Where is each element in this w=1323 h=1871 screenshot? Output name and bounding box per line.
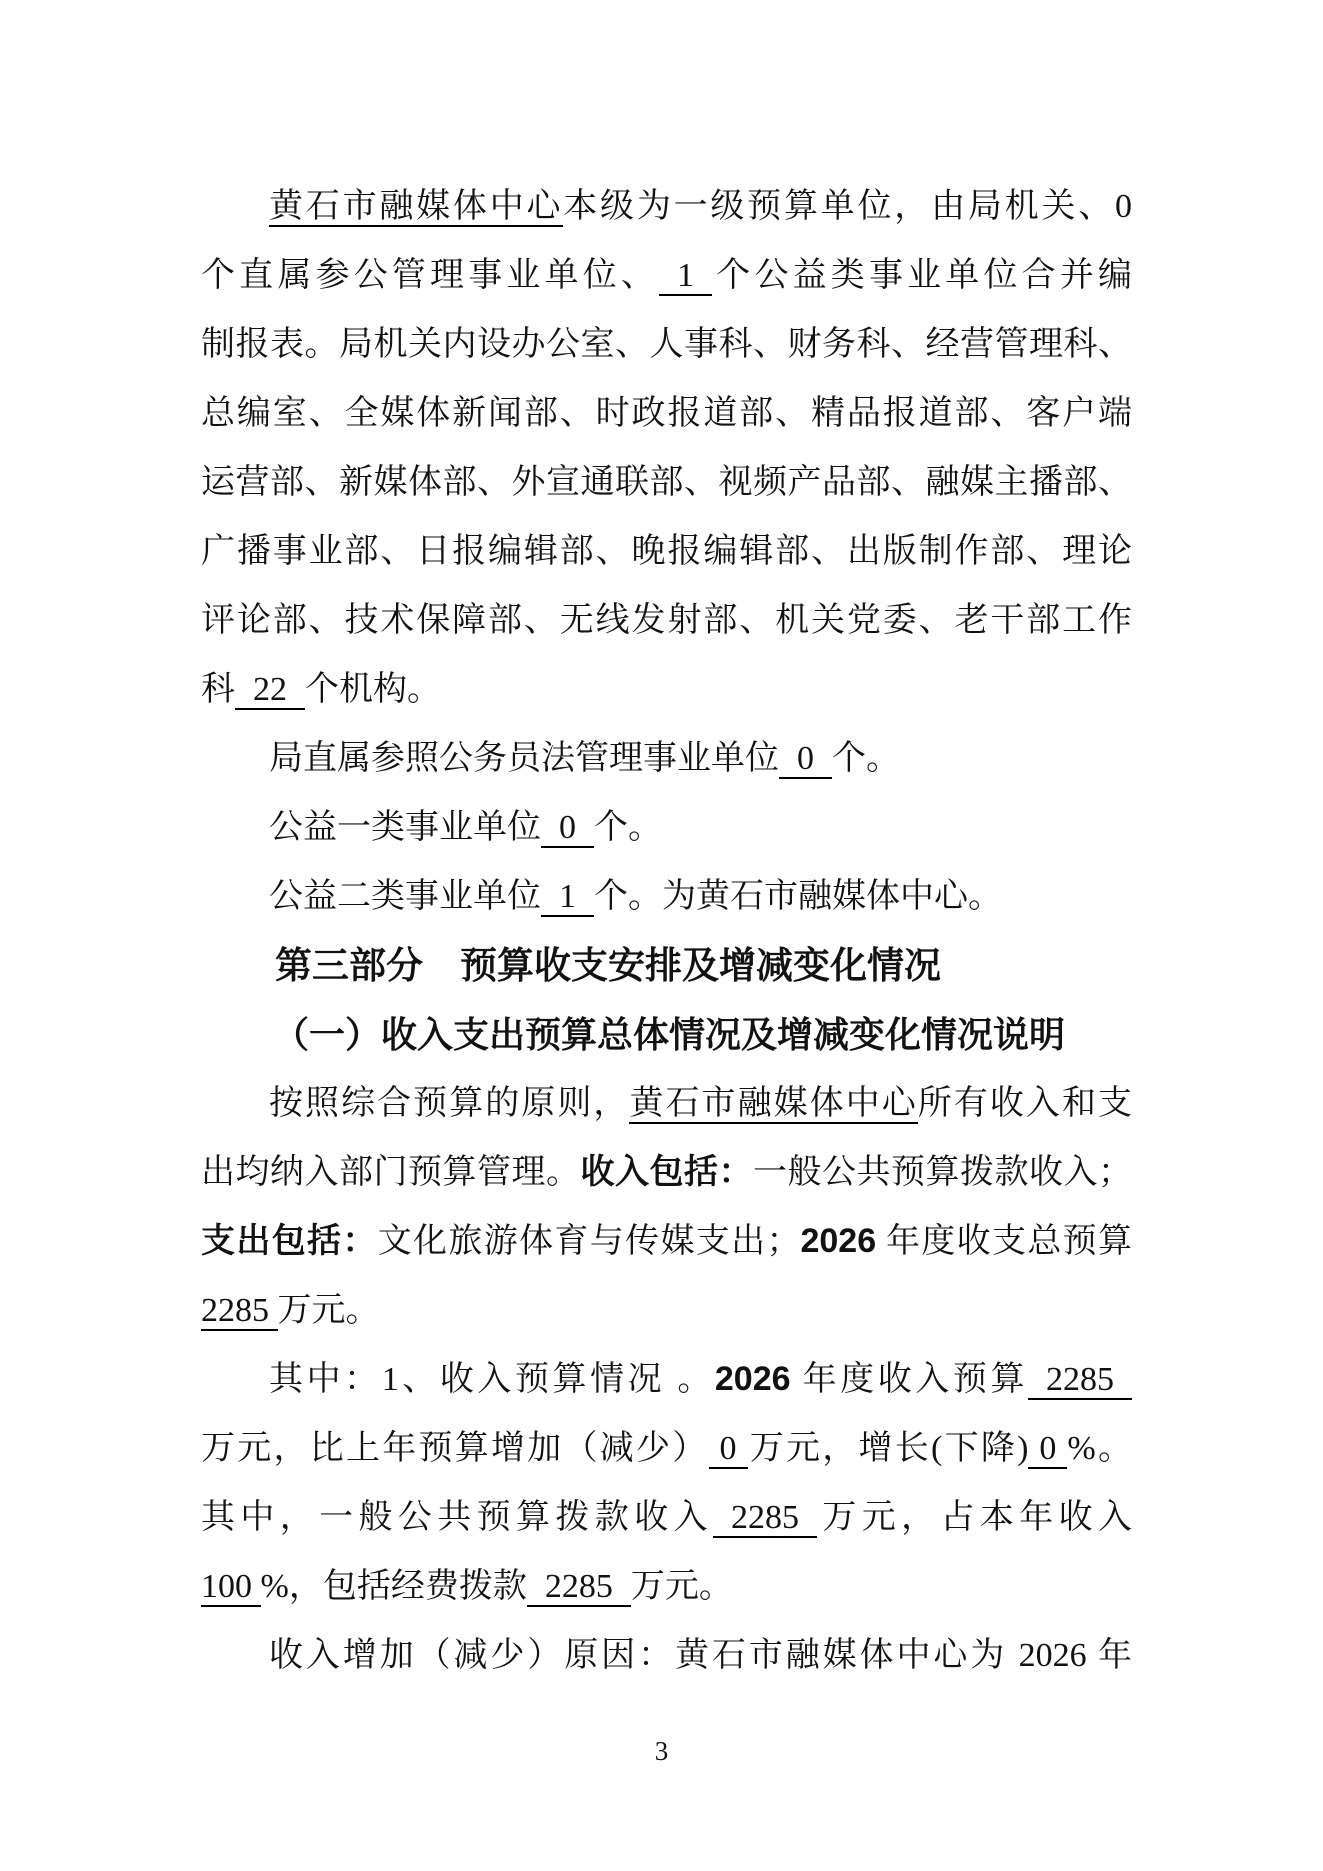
text-segment: 制报表。局机关内设办公室、人事科、财务科、经营管理科、 [201,326,1132,363]
text-segment: 支出包括： [201,1222,378,1260]
text-segment: 个直属参公管理事业单位、 [201,257,660,294]
filled-blank-value: 2285 [713,1499,817,1538]
org-structure-line-5 [201,448,1132,517]
text-segment: 万元。 [277,1292,380,1329]
text-segment: 总编室、全媒体新闻部、时政报道部、精品报道部、客户端 [201,395,1132,432]
text-segment: 本级为一级预算单位，由局机关、0 [563,188,1133,225]
filled-blank-value: 22 [235,671,305,710]
text-segment: 科 [201,671,235,708]
text-segment: 2026 [714,1360,791,1398]
para-canwei-units [201,724,1132,793]
text-segment: 公益一类事业单位 [269,809,541,846]
filled-blank-value: 0 [541,809,594,848]
budget-overview-line-4 [201,1276,1132,1345]
filled-blank-value: 1 [659,257,712,296]
text-segment: 万元，增长(下降) [747,1430,1029,1467]
text-segment: 广播事业部、日报编辑部、晚报编辑部、出版制作部、理论 [201,533,1132,570]
text-segment: %，包括经费拨款 [260,1568,527,1605]
para-gongyi-class2 [201,862,1132,931]
text-segment: 公益二类事业单位 [269,878,541,915]
text-segment: （一）收入支出预算总体情况及增减变化情况说明 [273,1014,1066,1055]
text-segment: 其中，一般公共预算拨款收入 [201,1499,713,1536]
org-structure-line-7 [201,586,1132,655]
income-change-reason-line-1 [201,1621,1132,1690]
underlined-text: 黄石市融媒体中心 [629,1085,918,1122]
filled-blank-value: 2285 [1028,1361,1132,1400]
text-segment: 按照综合预算的原则， [269,1085,630,1122]
underlined-text: 100 [201,1568,261,1605]
budget-overview-line-3 [201,1207,1132,1276]
org-structure-line-8 [201,655,1132,724]
budget-overview-line-2 [201,1138,1132,1207]
text-segment: 年度收支总预算 [876,1223,1133,1260]
org-structure-line-4 [201,379,1132,448]
para-gongyi-class1 [201,793,1132,862]
filled-blank-value: 1 [541,878,594,917]
page-number: 3 [654,1736,669,1766]
heading-section1 [201,1000,1132,1069]
heading-part3 [201,931,1132,1000]
org-structure-line-1 [201,172,1132,241]
text-segment: 万元，比上年预算增加（减少） [201,1430,709,1467]
text-segment: 个机构。 [305,671,441,708]
org-structure-line-3 [201,310,1132,379]
text-segment: 年度收入预算 [790,1361,1029,1398]
text-segment: 个。 [594,809,662,846]
document-body [201,172,1132,1690]
text-segment: 个。 [832,740,900,777]
text-segment: 万元。 [630,1568,733,1605]
text-segment: 收入包括： [580,1153,753,1191]
filled-blank-value: 0 [779,740,832,779]
text-segment: 个公益类事业单位合并编 [712,257,1133,294]
text-segment: 出均纳入部门预算管理。 [201,1154,581,1191]
underlined-text: 2285 [201,1292,278,1329]
text-segment: 评论部、技术保障部、无线发射部、机关党委、老干部工作 [201,602,1132,639]
text-segment: 万元，占本年收入 [816,1499,1133,1536]
org-structure-line-2 [201,241,1132,310]
text-segment: 2026 [800,1222,877,1260]
filled-blank-value: 2285 [527,1568,631,1607]
text-segment: 一般公共预算拨款收入； [753,1154,1132,1191]
text-segment: 文化旅游体育与传媒支出； [377,1223,801,1260]
income-budget-line-2 [201,1414,1132,1483]
text-segment: 第三部分 预算收支安排及增减变化情况 [275,945,941,986]
text-segment: 所有收入和支 [917,1085,1133,1122]
text-segment: 局直属参照公务员法管理事业单位 [269,740,779,777]
text-segment: 收入增加（减少）原因：黄石市融媒体中心为 2026 年 [269,1637,1132,1674]
filled-blank-value: 0 [1028,1430,1067,1469]
text-segment: 个。为黄石市融媒体中心。 [594,878,1002,915]
text-segment: %。 [1067,1430,1132,1467]
filled-blank-value: 0 [709,1430,748,1469]
budget-overview-line-1 [201,1069,1132,1138]
underlined-text: 黄石市融媒体中心 [269,188,564,225]
income-budget-line-4 [201,1552,1132,1621]
income-budget-line-1 [201,1345,1132,1414]
org-structure-line-6 [201,517,1132,586]
text-segment: 运营部、新媒体部、外宣通联部、视频产品部、融媒主播部、 [201,464,1132,501]
text-segment: 其中：1、收入预算情况 。 [269,1361,715,1398]
income-budget-line-3 [201,1483,1132,1552]
